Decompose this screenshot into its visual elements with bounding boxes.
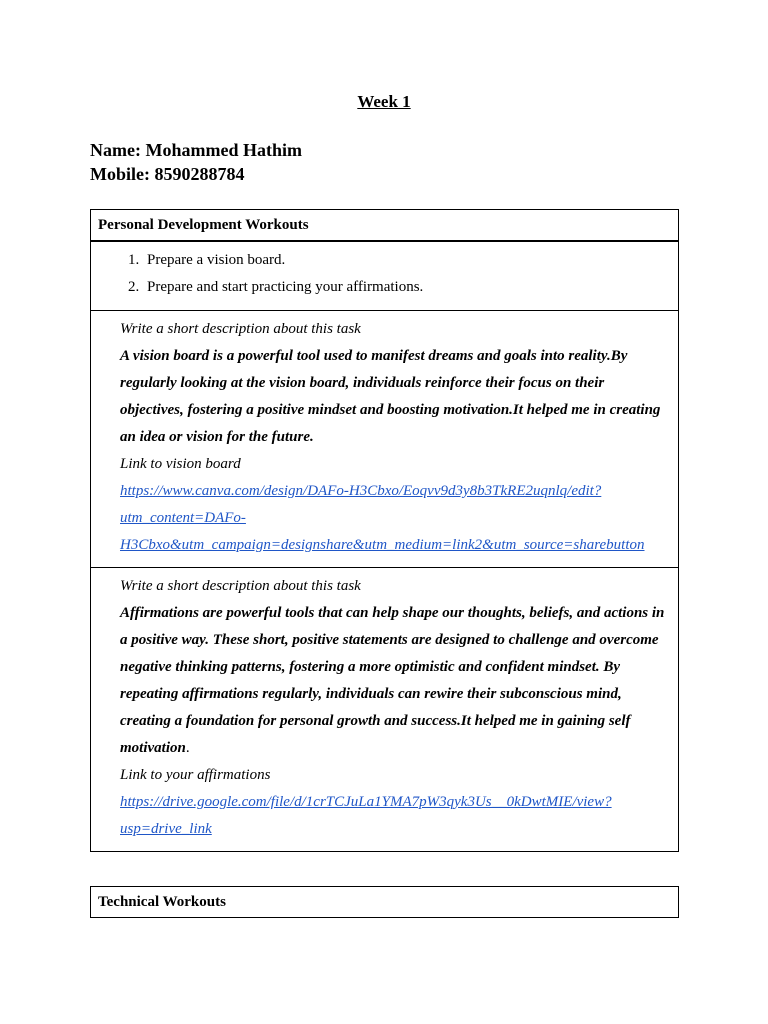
affirmations-cell [91, 568, 679, 852]
affirmations-link-line: usp=drive_link [120, 821, 212, 837]
student-mobile: Mobile: 8590288784 [90, 164, 245, 184]
personal-development-table [90, 209, 679, 852]
vision-prompt: Write a short description about this task [120, 321, 361, 337]
vision-board-cell [91, 311, 679, 568]
affirmations-description-end: . [185, 740, 190, 756]
technical-workouts-heading: Technical Workouts [91, 887, 679, 918]
affirmations-description-block [120, 600, 670, 762]
vision-link-line: https://www.canva.com/design/DAFo-H3Cbxo/Eoqvv9d3y8b3TkRE2uqnlq/edit? [120, 483, 602, 499]
affirmations-link-line: https://drive.google.com/file/d/1crTCJuLa1YMA7pW3qyk3Us__0kDwtMIE/view? [120, 794, 612, 810]
vision-description: A vision board is a powerful tool used to manifest dreams and goals into reality.By regularly looking at the vision board, individuals reinforce their focus on their objectives, fostering a positive mindset and boosting motivation.It helped me in creating an idea or vision for the future. [120, 348, 661, 445]
vision-link-label: Link to vision board [120, 456, 241, 472]
week-title: Week 1 [357, 92, 411, 111]
personal-development-heading: Personal Development Workouts [91, 210, 679, 242]
vision-link-line: utm_content=DAFo- [120, 510, 246, 526]
affirmations-prompt: Write a short description about this task [120, 578, 361, 594]
technical-workouts-table [90, 886, 679, 918]
vision-board-link[interactable] [120, 483, 645, 553]
vision-link-line: H3Cbxo&utm_campaign=designshare&utm_medium=link2&utm_source=sharebutton [120, 537, 645, 553]
affirmations-link-label: Link to your affirmations [120, 767, 271, 783]
affirmations-description: Affirmations are powerful tools that can help shape our thoughts, beliefs, and actions in a positive way. These short, positive statements are designed to challenge and overcome negative thinking patterns, fostering a more optimistic and confident mindset. By repeating affirmations regularly, individuals can rewire their subconscious mind, creating a foundation for personal growth and success.It helped me in gaining self motivation [120, 605, 665, 756]
affirmations-link[interactable] [120, 794, 612, 837]
task-item: 1. Prepare a vision board. [143, 247, 678, 274]
task-list [91, 242, 678, 310]
student-name: Name: Mohammed Hathim [90, 140, 302, 160]
task-list-cell [91, 241, 679, 311]
task-item: 2. Prepare and start practicing your affirmations. [143, 274, 678, 301]
